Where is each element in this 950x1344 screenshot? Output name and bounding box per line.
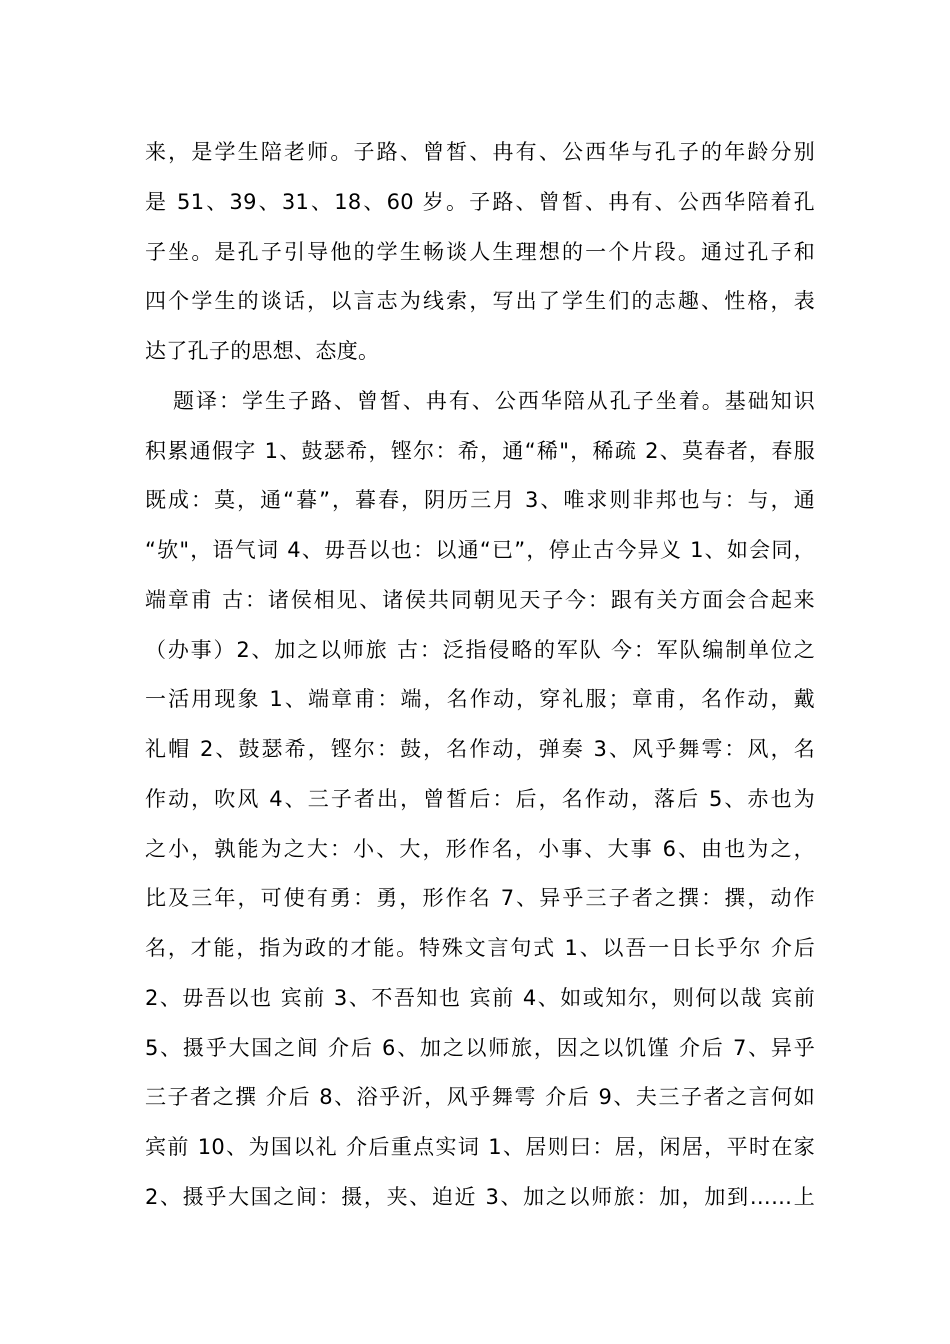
text-line: 一活用现象 1、端章甫：端，名作动，穿礼服；章甫，名作动，戴 <box>145 687 815 712</box>
text-line: 比及三年，可使有勇：勇，形作名 7、异乎三子者之撰：撰，动作 <box>145 886 815 911</box>
text-line: 题译：学生子路、曾皙、冉有、公西华陪从孔子坐着。基础知识 <box>173 388 815 413</box>
text-line: “欤"，语气词 4、毋吾以也：以通“已”，停止古今异义 1、如会同， <box>145 538 815 562</box>
text-line: 之小，孰能为之大：小、大，形作名，小事、大事 6、由也为之， <box>145 836 815 861</box>
text-line: 三子者之撰 介后 8、浴乎沂，风乎舞雩 介后 9、夫三子者之言何如 <box>145 1085 815 1110</box>
text-line: 达了孔子的思想、态度。 <box>145 339 380 363</box>
text-line: 5、摄乎大国之间 介后 6、加之以师旅，因之以饥馑 介后 7、异乎 <box>145 1035 815 1060</box>
text-line: 来，是学生陪老师。子路、曾皙、冉有、公西华与孔子的年龄分别 <box>145 140 815 164</box>
text-line: 2、毋吾以也 宾前 3、不吾知也 宾前 4、如或知尔，则何以哉 宾前 <box>145 985 815 1010</box>
body-text <box>145 128 815 1223</box>
text-line: （办事）2、加之以师旅 古：泛指侵略的军队 今：军队编制单位之 <box>145 637 815 662</box>
text-line: 端章甫 古：诸侯相见、诸侯共同朝见天子今：跟有关方面会合起来 <box>145 587 815 612</box>
text-line: 既成：莫，通“暮”，暮春，阴历三月 3、唯求则非邦也与：与，通 <box>145 488 815 513</box>
text-line: 宾前 10、为国以礼 介后重点实词 1、居则曰：居，闲居，平时在家 <box>145 1135 815 1159</box>
text-line: 礼帽 2、鼓瑟希，铿尔：鼓，名作动，弹奏 3、风乎舞雩：风，名 <box>145 737 815 761</box>
text-line: 名，才能，指为政的才能。特殊文言句式 1、以吾一日长乎尔 介后 <box>145 936 815 960</box>
text-line: 2、摄乎大国之间：摄，夹、迫近 3、加之以师旅：加，加到……上 <box>145 1184 815 1209</box>
text-line: 积累通假字 1、鼓瑟希，铿尔：希，通“稀"，稀疏 2、莫春者，春服 <box>145 438 815 463</box>
text-line: 是 51、39、31、18、60 岁。子路、曾皙、冉有、公西华陪着孔 <box>145 189 815 214</box>
text-line: 子坐。是孔子引导他的学生畅谈人生理想的一个片段。通过孔子和 <box>145 239 815 264</box>
text-line: 四个学生的谈话，以言志为线索，写出了学生们的志趣、性格，表 <box>145 289 815 314</box>
text-line: 作动，吹风 4、三子者出，曾皙后：后，名作动，落后 5、赤也为 <box>145 786 815 811</box>
